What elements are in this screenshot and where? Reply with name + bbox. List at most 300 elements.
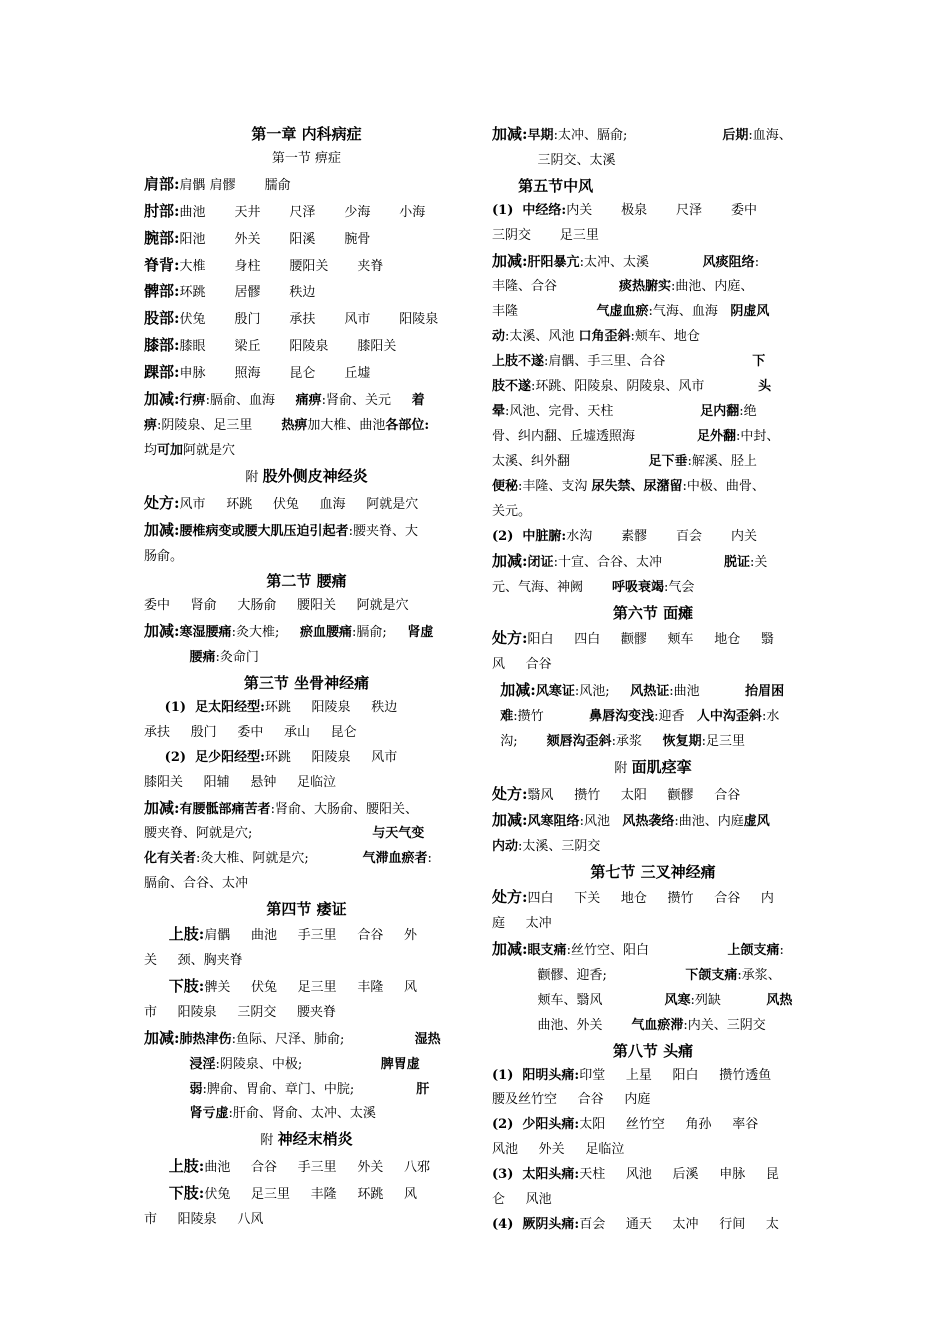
line-text: 翳风 攒竹 太阳 颧髎 合谷 bbox=[527, 787, 741, 803]
text-line bbox=[492, 626, 814, 653]
bold-term: 腰椎病变或腰大肌压迫引起者 bbox=[179, 523, 349, 539]
line-text: 第四节 痿证 bbox=[266, 900, 347, 919]
bold-term: 加减: bbox=[492, 251, 528, 270]
bold-term: 肩部: bbox=[144, 174, 180, 193]
right-column bbox=[492, 122, 814, 1238]
text-line bbox=[492, 653, 814, 678]
line-text: : bbox=[427, 851, 432, 867]
section-heading bbox=[492, 860, 814, 885]
bold-term: 风痰阻络 bbox=[702, 254, 755, 270]
line-text: :风池; bbox=[574, 683, 631, 699]
line-text: :太冲、太溪 bbox=[579, 254, 703, 270]
line-text: : bbox=[754, 254, 760, 270]
line-text bbox=[144, 1106, 189, 1121]
line-text: 第一章 内科病症 bbox=[251, 125, 362, 143]
line-text bbox=[144, 1057, 189, 1072]
line-text: 风市 环跳 伏兔 血海 阿就是穴 bbox=[179, 496, 419, 512]
text-line bbox=[144, 147, 469, 172]
line-text: 三阴交、太溪 bbox=[492, 152, 616, 168]
line-text: :承浆、 bbox=[737, 967, 781, 983]
line-text: :足三里 bbox=[701, 733, 746, 749]
text-line bbox=[144, 1208, 469, 1233]
bold-term: 风寒阻络 bbox=[527, 814, 580, 830]
section-heading bbox=[492, 1039, 814, 1064]
line-text: :环跳、阳陵泉、阴陵泉、风市 bbox=[531, 379, 759, 395]
text-line bbox=[144, 518, 469, 545]
section-heading bbox=[144, 671, 469, 696]
section-heading bbox=[492, 174, 814, 199]
bold-term: 加减: bbox=[144, 1028, 180, 1047]
line-text: 第一节 痹症 bbox=[271, 150, 342, 166]
line-text: 膝眼 梁丘 阳陵泉 膝阳关 bbox=[179, 339, 397, 355]
line-text: 曲池 合谷 手三里 外关 八邪 bbox=[204, 1160, 430, 1176]
bold-term: 寒湿腰痛 bbox=[179, 625, 232, 641]
bold-term: 浸淫 bbox=[189, 1056, 216, 1072]
text-line bbox=[492, 549, 814, 576]
bold-term: 上肢: bbox=[168, 1157, 205, 1176]
bold-term: 恢复期 bbox=[662, 733, 702, 749]
text-line bbox=[144, 771, 469, 796]
bold-term: (3) 太阳头痛: bbox=[492, 1167, 580, 1183]
bold-term: 股外侧皮神经炎 bbox=[262, 466, 368, 485]
line-text: 肩髃 曲池 手三里 合谷 外 bbox=[204, 928, 417, 944]
line-text: 附 bbox=[245, 469, 263, 485]
line-text: :曲池、内庭 bbox=[674, 814, 744, 830]
line-text: 四白 下关 地仓 攒竹 合谷 内 bbox=[527, 891, 774, 907]
line-text: 阳池 外关 阳溪 腕骨 bbox=[179, 231, 371, 247]
line-text: 第五节中风 bbox=[492, 176, 594, 195]
bold-term: 气虚血瘀 bbox=[596, 304, 649, 320]
line-text bbox=[144, 650, 189, 665]
bold-term: 痛痹 bbox=[295, 393, 322, 409]
bold-term: 着 bbox=[411, 393, 425, 409]
text-line bbox=[492, 475, 814, 500]
line-text: :迎香 bbox=[654, 708, 697, 724]
text-line bbox=[144, 1181, 469, 1208]
bold-term: (4) 厥阴头痛: bbox=[492, 1216, 580, 1232]
bold-term: 肘部: bbox=[144, 201, 180, 220]
line-text: 环跳 阳陵泉 秩边 bbox=[264, 699, 398, 715]
bold-term: 处方: bbox=[492, 784, 528, 803]
line-text: 太阳 丝竹空 角孙 率谷 bbox=[579, 1117, 759, 1133]
line-text: :肾俞、大肠俞、腰阳关、 bbox=[270, 801, 418, 817]
line-text: 阿就是穴 bbox=[183, 442, 236, 458]
text-line bbox=[144, 619, 469, 646]
line-text: 第八节 头痛 bbox=[612, 1041, 694, 1060]
bold-term: 弱 bbox=[189, 1081, 203, 1097]
text-line bbox=[492, 450, 814, 475]
bold-term: 下 bbox=[752, 354, 766, 370]
bold-term: 风寒 bbox=[664, 992, 691, 1008]
section-heading bbox=[144, 122, 469, 147]
bold-term: 各部位: bbox=[385, 417, 430, 433]
line-text: :肾俞、关元 bbox=[321, 393, 412, 409]
line-text: 第七节 三叉神经痛 bbox=[590, 863, 716, 882]
bold-term: 加减: bbox=[144, 390, 180, 409]
line-text: 环跳 居髎 秩边 bbox=[179, 285, 316, 301]
line-text: :内关、三阴交 bbox=[683, 1017, 766, 1033]
bold-term: 气滞血瘀者 bbox=[362, 851, 428, 867]
text-line bbox=[144, 279, 469, 306]
line-text: 伏兔 足三里 丰隆 环跳 风 bbox=[204, 1187, 417, 1203]
bold-term: 肾亏虚 bbox=[189, 1106, 229, 1122]
line-text: :阴陵泉、中极; bbox=[215, 1056, 381, 1072]
text-line bbox=[492, 350, 814, 375]
bold-term: 加减: bbox=[492, 552, 528, 571]
text-line bbox=[492, 149, 814, 174]
text-line bbox=[144, 847, 469, 872]
bold-term: 颏唇沟歪斜 bbox=[546, 733, 612, 749]
bold-term: 有腰骶部痛苦者 bbox=[179, 801, 271, 817]
bold-term: 尿失禁、尿潴留 bbox=[591, 478, 683, 494]
bold-term: 踝部: bbox=[144, 363, 180, 382]
bold-term: 痹 bbox=[144, 417, 158, 433]
bold-term: 早期 bbox=[527, 128, 554, 143]
bold-term: 下颌支痛 bbox=[685, 967, 738, 983]
text-line bbox=[144, 545, 469, 570]
line-text: :十宣、合谷、太冲 bbox=[553, 555, 724, 571]
line-text: :丝竹空、阳白 bbox=[566, 943, 728, 958]
line-text: 髀关 伏兔 足三里 丰隆 风 bbox=[204, 979, 417, 995]
line-text bbox=[144, 700, 165, 715]
text-line bbox=[144, 746, 469, 771]
line-text: :颊车、地仓 bbox=[630, 329, 700, 345]
line-text bbox=[144, 980, 169, 995]
line-text: :太冲、膈俞; bbox=[553, 128, 723, 143]
line-text: 加大椎、曲池 bbox=[307, 417, 386, 433]
bold-term: 足内翻 bbox=[700, 403, 740, 419]
text-line bbox=[492, 885, 814, 912]
line-text: 膈俞、合谷、太冲 bbox=[144, 876, 249, 892]
bold-term: 面肌痉挛 bbox=[631, 757, 692, 776]
line-text: :绝 bbox=[739, 403, 757, 419]
text-line bbox=[492, 325, 814, 350]
text-line bbox=[492, 912, 814, 937]
line-text: 印堂 上星 阳白 攒竹透鱼 bbox=[579, 1067, 772, 1083]
text-line bbox=[144, 721, 469, 746]
text-line bbox=[492, 678, 814, 705]
line-text: :肩髃、手三里、合谷 bbox=[544, 354, 753, 370]
bold-term: 眼支痛 bbox=[527, 943, 567, 958]
line-text: :解溪、胫上 bbox=[687, 453, 757, 469]
line-text bbox=[144, 1082, 189, 1097]
line-text: 关元。 bbox=[492, 503, 532, 519]
text-line bbox=[144, 253, 469, 280]
bold-term: (1) 足太阳经型: bbox=[164, 699, 265, 715]
bold-term: 阴虚风 bbox=[730, 304, 770, 320]
bold-term: 腰痛 bbox=[189, 650, 216, 666]
bold-term: 脊背: bbox=[144, 255, 180, 274]
bold-term: 加减: bbox=[144, 622, 180, 641]
section-heading bbox=[144, 897, 469, 922]
text-line bbox=[144, 822, 469, 847]
line-text: 市 阳陵泉 三阴交 腰夹脊 bbox=[144, 1004, 336, 1020]
text-line bbox=[492, 1188, 814, 1213]
bold-term: 便秘 bbox=[492, 478, 519, 494]
section-heading bbox=[492, 601, 814, 626]
text-line bbox=[144, 1053, 469, 1078]
text-line bbox=[492, 300, 814, 325]
text-line bbox=[144, 872, 469, 897]
line-text: 曲池、外关 bbox=[492, 1017, 632, 1033]
bold-term: 处方: bbox=[492, 888, 528, 907]
bold-term: 上肢: bbox=[168, 925, 205, 944]
text-line bbox=[144, 387, 469, 414]
text-line bbox=[144, 796, 469, 823]
line-text: :中封、 bbox=[736, 428, 780, 444]
bold-term: 上颌支痛 bbox=[727, 943, 780, 958]
line-text: 百会 通天 太冲 行间 太 bbox=[579, 1216, 779, 1232]
text-line bbox=[144, 1127, 469, 1154]
text-line bbox=[144, 491, 469, 518]
bold-term: 脱证 bbox=[723, 555, 750, 571]
text-line bbox=[144, 646, 469, 671]
line-text: :肝俞、肾俞、太冲、太溪 bbox=[228, 1106, 376, 1122]
text-line bbox=[144, 199, 469, 226]
bold-term: 热痹 bbox=[281, 417, 308, 433]
text-line bbox=[144, 1078, 469, 1103]
bold-term: 处方: bbox=[492, 629, 528, 648]
text-line bbox=[492, 224, 814, 249]
line-text: 肩髃 肩髎 臑俞 bbox=[179, 177, 291, 193]
line-text: :脾俞、胃俞、章门、中脘; bbox=[202, 1081, 417, 1097]
line-text: 伏兔 殷门 承扶 风市 阳陵泉 bbox=[179, 312, 439, 328]
text-line bbox=[492, 199, 814, 224]
line-text: 天柱 风池 后溪 申脉 昆 bbox=[579, 1167, 779, 1183]
text-line bbox=[144, 172, 469, 199]
bold-term: 痰热腑实 bbox=[619, 279, 672, 295]
bold-term: 虚风 bbox=[743, 814, 770, 830]
bold-term: 风寒证 bbox=[535, 683, 575, 699]
text-line bbox=[492, 1014, 814, 1039]
bold-term: 加减: bbox=[144, 520, 180, 539]
bold-term: 加减: bbox=[492, 940, 528, 958]
text-line bbox=[144, 1001, 469, 1026]
text-line bbox=[144, 464, 469, 491]
bold-term: 可加 bbox=[157, 442, 184, 458]
bold-term: 晕 bbox=[492, 403, 506, 419]
bold-term: 腕部: bbox=[144, 228, 180, 247]
text-line bbox=[144, 974, 469, 1001]
line-text: :丰隆、支沟 bbox=[518, 478, 592, 494]
bold-term: 风热 bbox=[766, 992, 793, 1008]
line-text: 第六节 面瘫 bbox=[612, 604, 694, 623]
text-line bbox=[144, 594, 469, 619]
line-text: 颊车、翳风 bbox=[492, 992, 665, 1008]
text-line bbox=[492, 808, 814, 835]
text-line bbox=[492, 937, 814, 964]
line-text: 关 颈、胸夹脊 bbox=[144, 953, 243, 968]
line-text bbox=[144, 928, 169, 943]
bold-term: 肺热津伤 bbox=[179, 1031, 232, 1047]
line-text: 风 合谷 bbox=[492, 657, 552, 673]
bold-term: 头 bbox=[758, 379, 772, 395]
line-text: :风池 bbox=[579, 814, 623, 830]
line-text: 均 bbox=[144, 442, 158, 458]
text-line bbox=[492, 989, 814, 1014]
bold-term: 风热证 bbox=[630, 683, 670, 699]
bold-term: 难 bbox=[500, 708, 514, 724]
text-line bbox=[492, 1088, 814, 1113]
bold-term: 膝部: bbox=[144, 336, 180, 355]
bold-term: 加减: bbox=[492, 125, 528, 143]
line-text: :曲池 bbox=[669, 683, 746, 699]
line-text bbox=[144, 750, 165, 765]
line-text: 市 阳陵泉 八风 bbox=[144, 1212, 264, 1228]
text-line bbox=[144, 306, 469, 333]
text-line bbox=[492, 1213, 814, 1238]
line-text: 庭 太冲 bbox=[492, 916, 552, 932]
line-text: :水 bbox=[761, 708, 780, 724]
text-line bbox=[492, 782, 814, 809]
line-text: 第三节 坐骨神经痛 bbox=[243, 674, 370, 693]
line-text: 膝阳关 阳辅 悬钟 足临泣 bbox=[144, 774, 336, 790]
line-text: 颧髎、迎香; bbox=[492, 967, 686, 983]
bold-term: (1) 中经络: bbox=[492, 202, 567, 218]
text-line bbox=[492, 500, 814, 525]
text-line bbox=[492, 576, 814, 601]
bold-term: 肾虚 bbox=[407, 625, 434, 641]
line-text: :腰夹脊、大 bbox=[348, 523, 418, 539]
line-text: :承浆 bbox=[611, 733, 663, 749]
bold-term: 后期 bbox=[722, 128, 749, 143]
text-line bbox=[492, 525, 814, 550]
line-text: 丰隆 bbox=[492, 304, 597, 320]
section-heading bbox=[144, 569, 469, 594]
bold-term: 与天气变 bbox=[372, 826, 425, 842]
bold-term: 肝 bbox=[416, 1081, 430, 1097]
bold-term: 呼吸衰竭 bbox=[611, 580, 664, 596]
line-text: 大椎 身柱 腰阳关 夹脊 bbox=[179, 258, 384, 274]
line-text: :关 bbox=[749, 555, 768, 571]
line-text: 第二节 腰痛 bbox=[266, 572, 347, 591]
bold-term: 化有关者 bbox=[144, 851, 197, 867]
bold-term: 行痹 bbox=[179, 393, 206, 409]
line-text: 委中 肾俞 大肠俞 腰阳关 阿就是穴 bbox=[144, 598, 409, 614]
text-line bbox=[492, 705, 814, 730]
bold-term: 抬眉困 bbox=[745, 683, 785, 699]
line-text: 太溪、纠外翻 bbox=[492, 453, 649, 469]
line-text: 承扶 殷门 委中 承山 昆仑 bbox=[144, 724, 357, 740]
bold-term: 下肢: bbox=[168, 976, 205, 995]
bold-term: 处方: bbox=[144, 493, 180, 512]
bold-term: 口角歪斜 bbox=[578, 329, 631, 345]
text-line bbox=[144, 439, 469, 464]
bold-term: 足下垂 bbox=[648, 453, 688, 469]
text-line bbox=[144, 1154, 469, 1181]
text-line bbox=[492, 1064, 814, 1089]
text-line bbox=[144, 1102, 469, 1127]
text-line bbox=[492, 835, 814, 860]
line-text: 阳白 四白 颧髎 颊车 地仓 翳 bbox=[527, 632, 774, 648]
text-line bbox=[144, 1026, 469, 1053]
bold-term: (2) 中脏腑: bbox=[492, 528, 567, 544]
line-text: :灸大椎; bbox=[231, 625, 300, 641]
line-text: :曲池、内庭、 bbox=[671, 279, 754, 295]
bold-term: 气血瘀滞 bbox=[631, 1017, 684, 1033]
text-line bbox=[492, 1138, 814, 1163]
line-text: :攒竹 bbox=[513, 708, 590, 724]
line-text: :血海、 bbox=[748, 128, 792, 143]
line-text: : bbox=[779, 943, 784, 958]
line-text: :风池、完骨、天柱 bbox=[505, 403, 701, 419]
line-text: :气会 bbox=[663, 580, 695, 596]
text-line bbox=[492, 375, 814, 400]
line-text: :列缺 bbox=[690, 992, 767, 1008]
bold-term: 人中沟歪斜 bbox=[696, 708, 762, 724]
bold-term: 神经末梢炎 bbox=[277, 1130, 353, 1149]
line-text: 骨、纠内翻、丘墟透照海 bbox=[492, 428, 697, 444]
bold-term: 鼻唇沟变浅 bbox=[589, 708, 655, 724]
bold-term: 加减: bbox=[144, 798, 180, 817]
text-line bbox=[144, 949, 469, 974]
bold-term: (1) 阳明头痛: bbox=[492, 1067, 580, 1083]
bold-term: 风热袭络 bbox=[622, 814, 675, 830]
line-text: 仑 风池 bbox=[492, 1192, 552, 1208]
line-text: :阴陵泉、足三里 bbox=[157, 417, 282, 433]
bold-term: 加减: bbox=[500, 680, 536, 699]
line-text: 附 bbox=[614, 760, 632, 776]
line-text: 沟; bbox=[492, 733, 547, 749]
line-text: :鱼际、尺泽、肺俞; bbox=[231, 1031, 415, 1047]
bold-term: (2) 少阳头痛: bbox=[492, 1117, 580, 1133]
bold-term: 脾胃虚 bbox=[380, 1056, 420, 1072]
line-text: 曲池 天井 尺泽 少海 小海 bbox=[179, 204, 426, 220]
text-line bbox=[492, 249, 814, 276]
text-line bbox=[492, 425, 814, 450]
bold-term: 瘀血腰痛 bbox=[299, 625, 352, 641]
line-text: 腰及丝竹空 合谷 内庭 bbox=[492, 1092, 651, 1108]
bold-term: 闭证 bbox=[527, 555, 554, 571]
line-text: 肠俞。 bbox=[144, 548, 184, 564]
bold-term: 股部: bbox=[144, 309, 180, 328]
line-text: 元、气海、神阙 bbox=[492, 580, 612, 596]
line-text: :气海、血海 bbox=[648, 304, 731, 320]
text-line bbox=[492, 400, 814, 425]
text-line bbox=[144, 360, 469, 387]
line-text: :太溪、风池 bbox=[505, 329, 579, 345]
line-text: 环跳 阳陵泉 风市 bbox=[264, 749, 398, 765]
bold-term: 动 bbox=[492, 329, 506, 345]
line-text: 附 bbox=[260, 1133, 278, 1149]
text-line bbox=[144, 696, 469, 721]
line-text: :太溪、三阴交 bbox=[518, 839, 601, 855]
line-text: 风池 外关 足临泣 bbox=[492, 1142, 625, 1158]
text-line bbox=[492, 1113, 814, 1138]
bold-term: 加减: bbox=[492, 811, 528, 830]
text-line bbox=[492, 964, 814, 989]
bold-term: 内动 bbox=[492, 839, 519, 855]
text-line bbox=[492, 275, 814, 300]
line-text: :膈俞; bbox=[352, 625, 408, 641]
line-text bbox=[144, 1160, 169, 1175]
line-text: :膈俞、血海 bbox=[205, 393, 296, 409]
line-text: :灸命门 bbox=[215, 650, 259, 666]
line-text: 水沟 素髎 百会 内关 bbox=[566, 528, 757, 544]
line-text: 内关 极泉 尺泽 委中 bbox=[566, 202, 757, 218]
text-line bbox=[492, 755, 814, 782]
bold-term: (2) 足少阳经型: bbox=[164, 749, 265, 765]
text-line bbox=[144, 226, 469, 253]
left-column bbox=[144, 122, 469, 1233]
line-text: 丰隆、合谷 bbox=[492, 279, 619, 295]
bold-term: 肢不遂 bbox=[492, 379, 532, 395]
text-line bbox=[144, 414, 469, 439]
line-text bbox=[144, 1187, 169, 1202]
line-text: 腰夹脊、阿就是穴; bbox=[144, 826, 373, 842]
bold-term: 上肢不遂 bbox=[492, 354, 545, 370]
line-text: :灸大椎、阿就是穴; bbox=[196, 851, 363, 867]
